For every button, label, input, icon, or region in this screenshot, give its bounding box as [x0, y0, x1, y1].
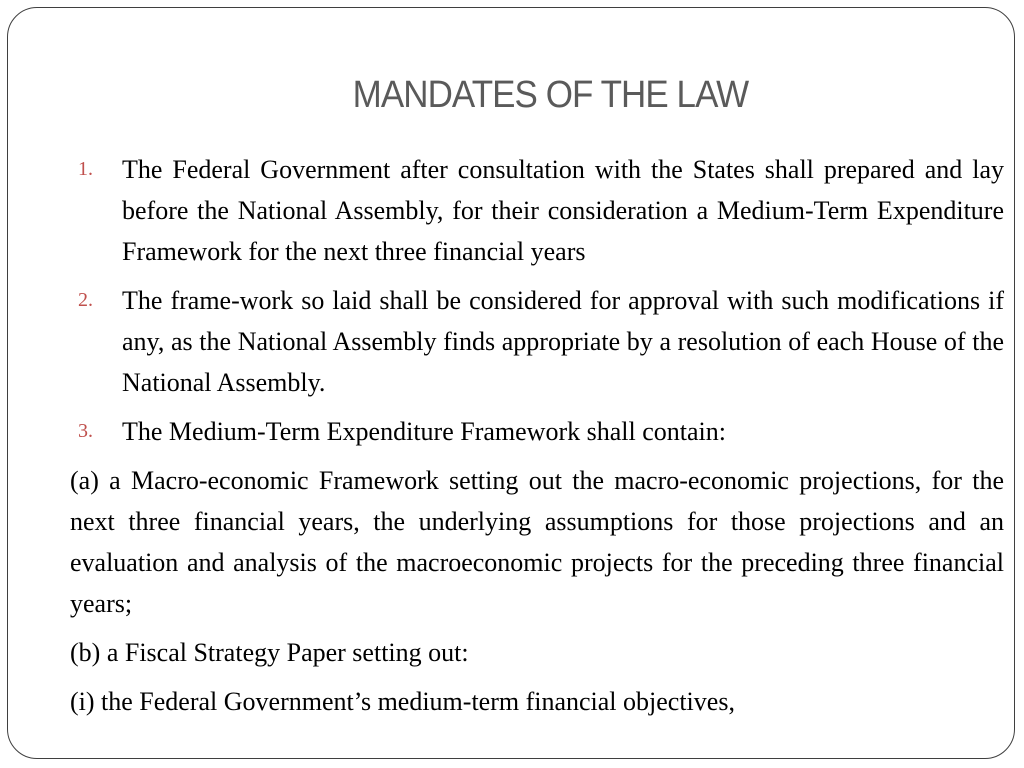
paragraph-a: (a) a Macro-economic Framework setting out the macro-economic projections, for the next three financial years, the underlying assumptions for those projections and an evaluation and analysis of the macroeconomic projects for the preceding three financial years;	[70, 466, 1004, 618]
list-number-1: 1.	[78, 158, 93, 180]
list-text-2: The frame-work so laid shall be considered for approval with such modifications if any, as the National Assembly finds appropriate by a resolution of each House of the National Assembly.	[122, 286, 1004, 397]
list-text-3: The Medium-Term Expenditure Framework shall contain:	[122, 417, 726, 446]
paragraph-b: (b) a Fiscal Strategy Paper setting out:	[70, 638, 469, 667]
list-number-3: 3.	[78, 420, 93, 442]
slide-frame	[7, 7, 1015, 759]
list-number-2: 2.	[78, 289, 93, 311]
slide-title: MANDATES OF THE LAW	[352, 74, 749, 116]
list-item-2	[70, 280, 1004, 403]
list-text-1: The Federal Government after consultation with the States shall prepared and lay before the National Assembly, for their consideration a Medium-Term Expenditure Framework for the next three financial years	[122, 155, 1004, 266]
slide-body	[70, 149, 1004, 730]
paragraph-i: (i) the Federal Government’s medium-term financial objectives,	[70, 687, 735, 716]
list-item-3	[70, 411, 1004, 452]
list-item-1	[70, 149, 1004, 272]
